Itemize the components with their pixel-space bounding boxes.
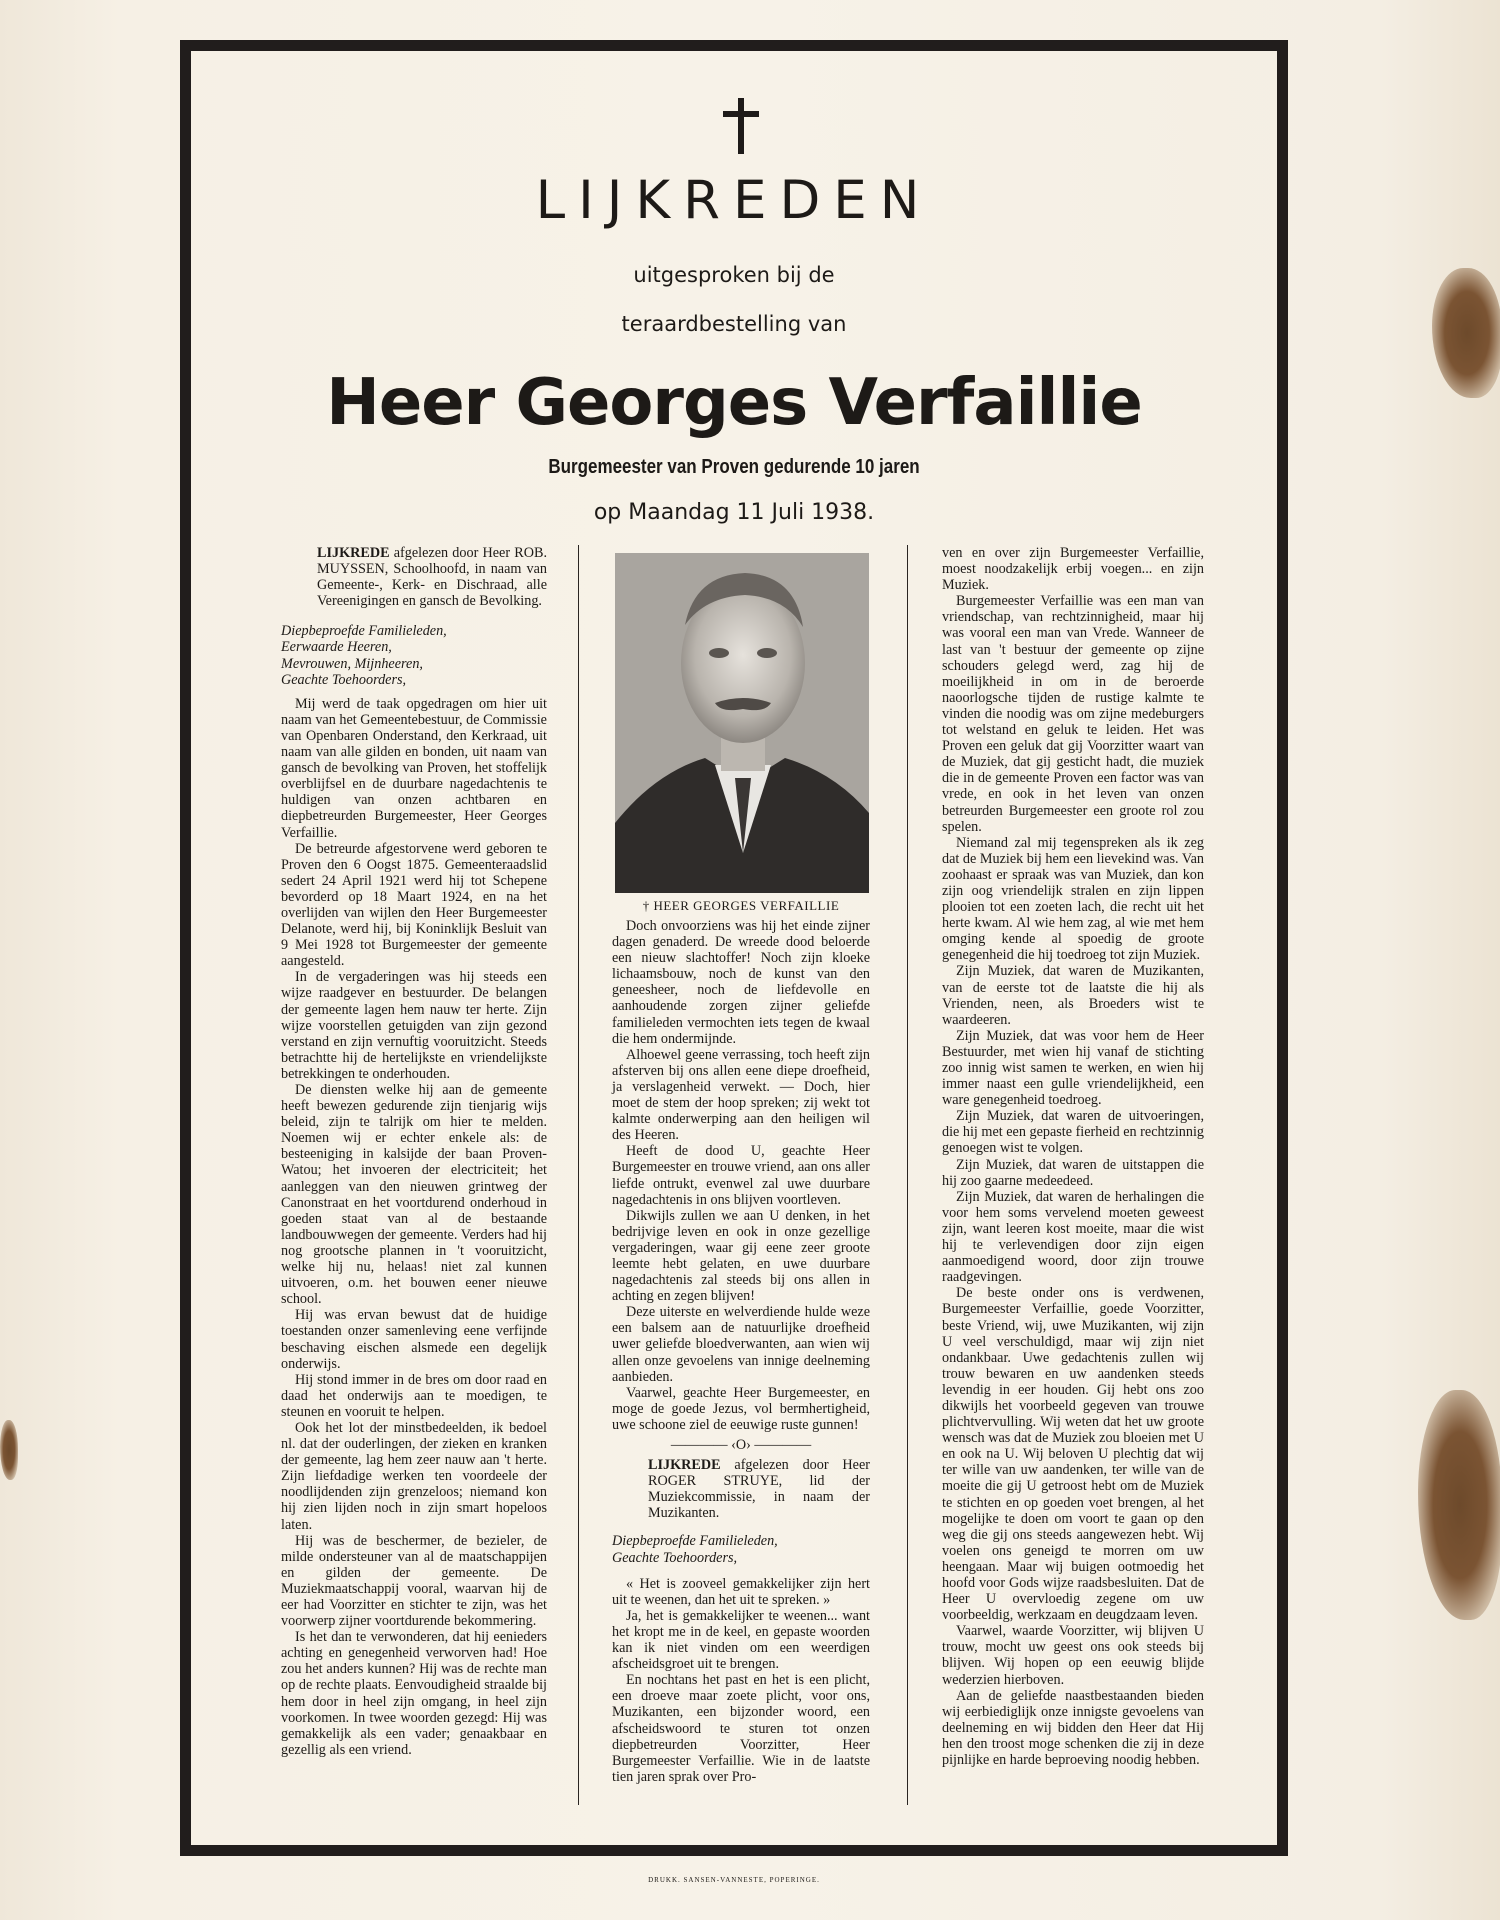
paragraph: Hij was de beschermer, de bezieler, de milde ondersteuner van al de maatschappijen en gilden der gemeente. De Muziekmaatschappij vooral, waarvan hij de eer had Voorzitter en stichter te zijn, was het voorwerp zijner voortdurende bekommering. — [281, 1532, 547, 1630]
paragraph: Vaarwel, waarde Voorzitter, wij blijven U trouw, mocht uw geest ons ook steeds bij blijven. Wij hopen op een eeuwig blijde wederzien hierboven. — [942, 1623, 1204, 1688]
column-middle — [612, 918, 870, 1785]
speech-intro-text: afgelezen door Heer ROB. MUYSSEN, Schoolhoofd, in naam van Gemeente-, Kerk- en Dischraad, alle Vereenigingen en gansch de Bevolking. — [317, 545, 547, 610]
paragraph: Zijn Muziek, dat waren de Muzikanten, van de eerste tot de laatste die hij als Vrienden, neen, als Broeders wist te waardeeren. — [942, 963, 1204, 1028]
speech-intro — [281, 545, 547, 609]
paragraph: Zijn Muziek, dat waren de uitvoeringen, die hij met een gepaste fierheid en rechtzinnig genoegen wist te volgen. — [942, 1108, 1204, 1157]
paragraph: Ook het lot der minstbedeelden, ik bedoel nl. dat der ouderlingen, der zieken en kranken der gemeente, lag hem zeer nauw aan 't herte. Zijn liefdadige werken ten voordeele der noodlijdenden zijn grenzeloos; niemand kon hij zien lijden noch in zijn smart hopeloos laten. — [281, 1419, 547, 1533]
page-title: LIJKREDEN — [535, 170, 933, 231]
column-divider — [578, 545, 579, 1805]
salutation: Diepbeproefde Familieleden, — [612, 1533, 778, 1550]
paragraph: Deze uiterste en welverdiende hulde weze een balsem aan de natuurlijke droefheid uwer geliefde bloedverwanten, aan wien wij allen onze gevoelens van innige deelneming aanbieden. — [612, 1304, 870, 1385]
speech-intro-head: LIJKREDE — [648, 1457, 721, 1474]
paragraph: « Het is zooveel gemakkelijker zijn hert uit te weenen, dan het uit te spreken. » — [612, 1575, 870, 1608]
paragraph: Mij werd de taak opgedragen om hier uit naam van het Gemeentebestuur, de Commissie van Openbaren Onderstand, den Kerkraad, uit naam van alle gilden en bonden, uit naam van gansch de bevolking van Proven, het stoffelijk overblijfsel en de duurbare nagedachtenis te huldigen van onzen achtbaren en diepbetreurden Burgemeester, Heer Georges Verfaillie. — [281, 695, 547, 841]
paragraph: Hij stond immer in de bres om door raad en daad het onderwijs aan te moedigen, te steunen en vooruit te helpen. — [281, 1371, 547, 1420]
salutation: Geachte Toehoorders, — [281, 671, 407, 688]
paragraph: Dikwijls zullen we aan U denken, in het bedrijvige leven en ook in onze gezellige vergaderingen, waar gij eene zeer groote leemte hebt gelaten, en uwe duurbare nagedachtenis zal steeds bij ons allen in achting en zegen blijven! — [612, 1207, 870, 1305]
portrait-caption: † HEER GEORGES VERFAILLIE — [642, 898, 840, 913]
paragraph: Zijn Muziek, dat was voor hem de Heer Bestuurder, met wien hij vanaf de stichting zoo innig wist samen te werken, en wien hij immer naast een gulle vriendelijkheid, een ware genegenheid toedroeg. — [942, 1027, 1204, 1109]
salutation: Diepbeproefde Familieleden, — [281, 623, 447, 640]
subtitle-line-2: teraardbestelling van — [621, 312, 847, 336]
funeral-date: op Maandag 11 Juli 1938. — [593, 500, 875, 525]
paragraph: Niemand zal mij tegenspreken als ik zeg dat de Muziek bij hem een lievekind was. Van zoohaast er spraak was van Muziek, dan kon zijn oog vriendelijk stralen en zijn lippen plooien tot een zoeten lach, die recht uit het herte kwam. Al wie hem zag, al wie met hem omging kende al spoedig de groote genegenheid die hij toedroeg tot zijn Muziek. — [942, 834, 1204, 964]
salutation: Mevrouwen, Mijnheeren, — [281, 655, 423, 672]
paragraph: De diensten welke hij aan de gemeente heeft bewezen gedurende zijn tienjarig wijs beleid, zijn te talrijk om hier te melden. Noemen wij er echter enkele als: de besteeniging in kalsijde der baan Proven-Watou; het invoeren der electriciteit; het aanleggen van den nieuwen grintweg der Canonstraat en het voortdurend onderhoud in goeden staat van al de bestaande landbouwwegen der gemeente. Verders had hij nog grootsche plannen in 't vooruitzicht, welke hij nu, helaas! niet zal kunnen uitvoeren, o.m. het bouwen eener nieuwe school. — [281, 1082, 547, 1308]
column-right — [942, 545, 1204, 1768]
deceased-role: Burgemeester van Proven gedurende 10 jaren — [548, 456, 920, 478]
water-stain — [0, 1420, 18, 1480]
printer-imprint: DRUKK. SANSEN-VANNESTE, POPERINGE. — [648, 1876, 820, 1884]
paragraph: Burgemeester Verfaillie was een man van vriendschap, van rechtzinnigheid, maar hij was vooral een man van Vrede. Wanneer de last van 't bestuur der gemeente op zijne schouders gelegd werd, zag hij de moeilijkheid in om in de beroerde naoorlogsche tijden de rustige kalmte te vinden die noodig was om zijne medeburgers tot welstand en geluk te leiden. Het was Proven een geluk dat gij Voorzitter waart van de Muziek, dat gij gesticht hadt, die muziek die in de gemeente Proven een factor was van vrede, en ook in het leven van onzen betreurden Burgemeester een groote rol zou spelen. — [942, 593, 1204, 835]
paragraph: Vaarwel, geachte Heer Burgemeester, en moge de goede Jezus, vol bermhertigheid, uwe schoone ziel de eeuwige ruste gunnen! — [612, 1384, 870, 1433]
subtitle-line-1: uitgesproken bij de — [633, 263, 835, 287]
paragraph: Doch onvoorziens was hij het einde zijner dagen genaderd. De wreede dood beloerde een nieuw slachtoffer! Noch zijn kloeke lichaamsbouw, noch de kunst van den geneesheer, noch de liefdevolle en aanhoudende zorgen zijner geliefde familieleden vermochten iets tegen de kwaal die hem ondermijnde. — [612, 918, 870, 1047]
deceased-name: Heer Georges Verfaillie — [326, 366, 1142, 440]
column-left — [281, 545, 547, 1758]
speech-intro-head: LIJKREDE — [317, 545, 390, 561]
paragraph: In de vergaderingen was hij steeds een wijze raadgever en bestuurder. De belangen der gemeente lagen hem nauw ter herte. Zijn wijze voorstellen getuigden van zijn gezond verstand en zijn vernuftig vooruitzicht. Steeds betrachtte hij de hertelijkste en vriendelijkste betrekkingen te onderhouden. — [281, 969, 547, 1082]
speech-intro-text: afgelezen door Heer ROGER STRUYE, lid der Muziekcommissie, in naam der Muzikanten. — [648, 1457, 870, 1522]
paragraph: ven en over zijn Burgemeester Verfaillie, moest noodzakelijk erbij voegen... en zijn Muziek. — [942, 545, 1204, 594]
paragraph: De betreurde afgestorvene werd geboren te Proven den 6 Oogst 1875. Gemeenteraadslid sedert 24 April 1921 werd hij tot Schepene bevorderd op 18 Maart 1924, en na het overlijden van wijlen den Heer Burgemeester Delanote, werd hij, bij Koninklijk Besluit van 9 Mei 1928 tot Burgemeester der gemeente aangesteld. — [281, 840, 547, 970]
portrait-illustration — [615, 553, 869, 893]
paragraph: Hij was ervan bewust dat de huidige toestanden onzer samenleving eene verfijnde beschaving eischen alsmede een degelijk onderwijs. — [281, 1307, 547, 1372]
paragraph: Zijn Muziek, dat waren de herhalingen die voor hem soms vervelend moeten geweest zijn, want leeren kost moeite, maar die wist hij te verlevendigen door zijn eigen aanmoedigend woord, door zijn trouwe raadgevingen. — [942, 1188, 1204, 1286]
salutation: Geachte Toehoorders, — [612, 1549, 738, 1566]
paragraph: En nochtans het past en het is een plicht, een droeve maar zoete plicht, voor ons, Muzikanten, een bijzonder woord, een afscheidswoord te sturen tot onzen diepbetreurden Voorzitter, Heer Burgemeester Verfaillie. Wie in de laatste tien jaren sprak over Pro- — [612, 1672, 870, 1785]
paragraph: Zijn Muziek, dat waren de uitstappen die hij zoo gaarne medeedeed. — [942, 1156, 1204, 1189]
paragraph: Ja, het is gemakkelijker te weenen... want het kropt me in de keel, en gepaste woorden kan ik niet vinden om een weerdigen afscheidsgroet uit te brengen. — [612, 1607, 870, 1673]
speech-intro — [612, 1457, 870, 1521]
paragraph: Is het dan te verwonderen, dat hij eenieders achting en genegenheid verworven had! Hoe zou het anders kunnen? Hij was de rechte man op de rechte plaats. Eenvoudigheid straalde bij hem door in heel zijn omgang, in heel zijn voorkomen. In twee woorden gezegd: Hij was gemakkelijk als een vader; genaakbaar en gezellig als een vriend. — [281, 1629, 547, 1758]
column-divider — [907, 545, 908, 1805]
salutation: Eerwaarde Heeren, — [281, 639, 392, 656]
cross-icon — [722, 98, 760, 154]
portrait-photo — [615, 553, 869, 893]
paragraph: Heeft de dood U, geachte Heer Burgemeester en trouwe vriend, aan ons aller liefde ontrukt, evenwel zal uwe duurbare nagedachtenis in ons blijven voortleven. — [612, 1143, 870, 1208]
section-divider: ———— ‹O› ———— — [670, 1437, 812, 1453]
paragraph: De beste onder ons is verdwenen, Burgemeester Verfaillie, goede Voorzitter, beste Vriend, wij, uwe Muzikanten, wij zijn U veel verschuldigd, maar wij zijn niet ondankbaar. Uwe gedachtenis zullen wij trouw bewaren en uw aandenken steeds levendig in eer houden. Gij hebt ons zoo dikwijls het voorbeeld gegeven van trouwe plichtvervulling. Wij weten dat het uw groote wensch was dat de Muziek zou bloeien met U en ook na U. Wij beloven U plechtig dat wij ter wille van uw aandenken, ter wille van de moeite die gij U getroost hebt om de Muziek te stichten en op goeden voet brengen, al het mogelijke te doen om voort te gaan op den weg die gij ons steeds aangewezen hebt. Wij voelen ons geneigd te morren om uw heengaan. Maar wij buigen ootmoedig het hoofd voor Gods wijze raadsbesluiten. Dat de Heer U overvloedig zegene om uw voorbeeldig, werkzaam en deugdzaam leven. — [942, 1285, 1204, 1624]
paragraph: Aan de geliefde naastbestaanden bieden wij eerbiediglijk onze innigste gevoelens van deelneming en wij bidden den Heer dat Hij hen den troost moge schenken die zij in deze pijnlijke en harde beproeving noodig hebben. — [942, 1687, 1204, 1769]
paragraph: Alhoewel geene verrassing, toch heeft zijn afsterven bij ons allen eene diepe droefheid, ja verslagenheid verwekt. — Doch, hier moet de stem der hoop spreken; zij wekt tot kalmte onderwerping aan den heiligen wil des Heeren. — [612, 1046, 870, 1144]
